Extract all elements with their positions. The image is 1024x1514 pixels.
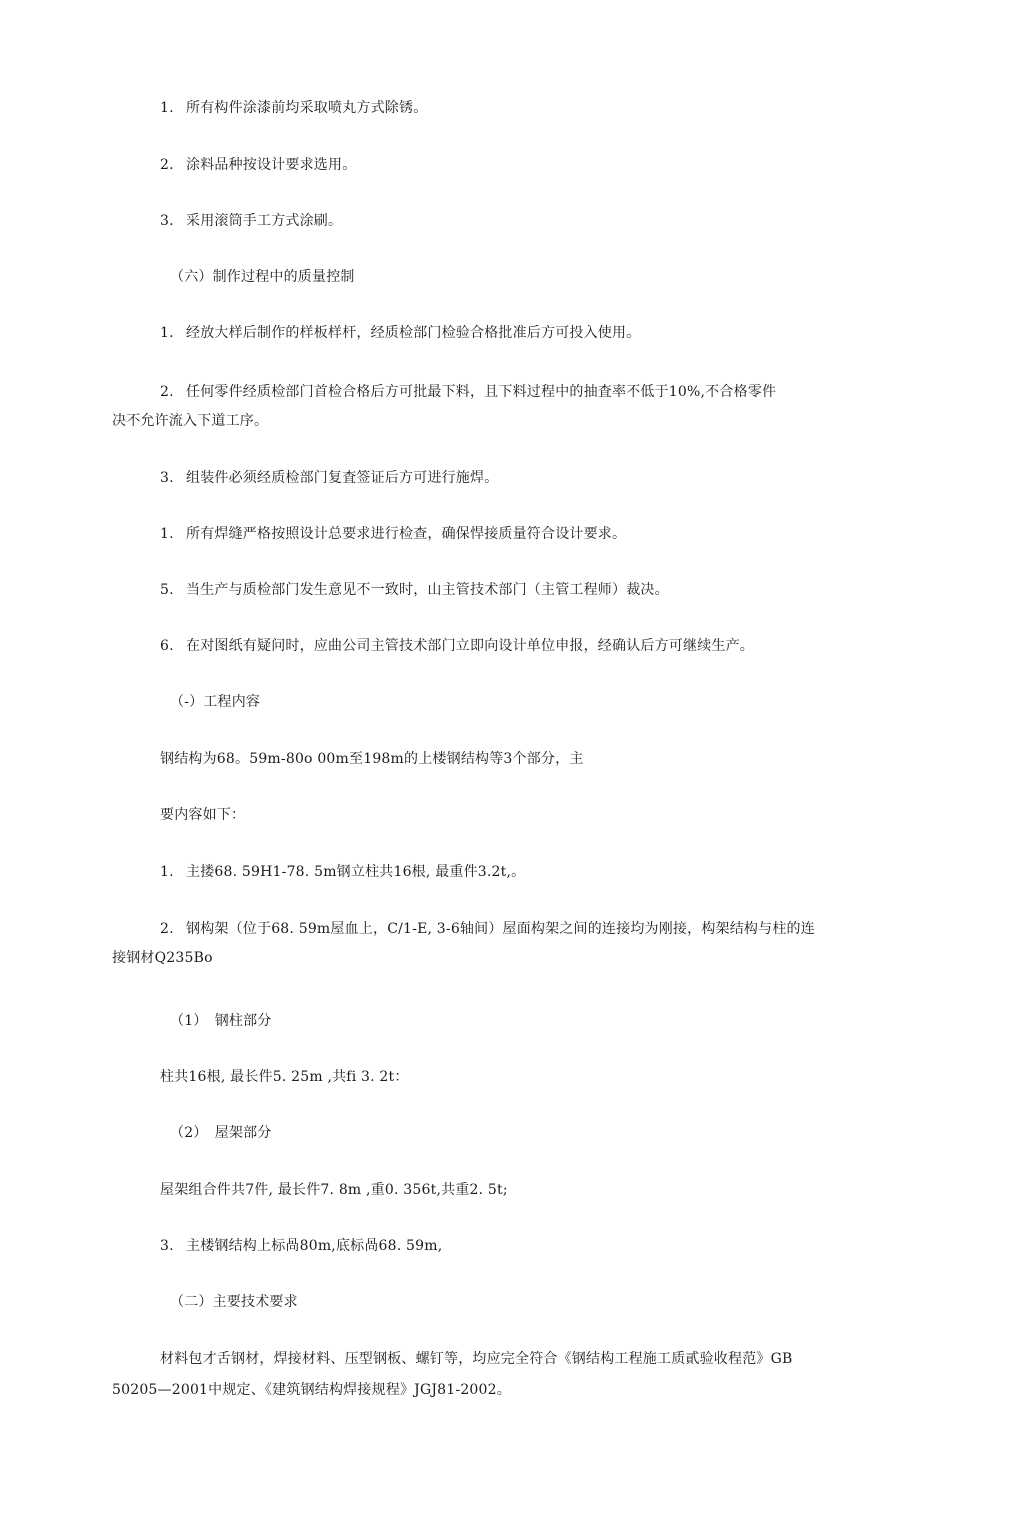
- section-heading: （六）制作过程中的质量控制: [170, 269, 355, 285]
- section-heading: （-）工程内容: [170, 694, 261, 710]
- paragraph-line: 接钢材Q235Bo: [112, 950, 213, 966]
- list-item: 1. 所有构件涂漆前均采取喷丸方式除锈。: [160, 100, 428, 116]
- paragraph-line: 柱共16根, 最长件5. 25m ,共fi 3. 2t：: [160, 1069, 409, 1085]
- list-item: 2. 任何零件经质检部门首检合格后方可批最下料，且下料过程中的抽査率不低于10%,不合格零件: [160, 384, 777, 400]
- paragraph-line: 钢结构为68。59m-80o 00m至198m的上楼钢结构等3个部分，主: [160, 751, 584, 767]
- list-item: 3. 主楼钢结构上标咼80m,底标咼68. 59m,: [160, 1238, 443, 1254]
- list-item: 1. 所有焊缝严格按照设计总要求进行检查，确保悍接质量符合设计要求。: [160, 526, 627, 542]
- list-item: 3. 采用滚筒手工方式涂刷。: [160, 213, 343, 229]
- list-item: 2. 涂料品种按设计要求选用。: [160, 157, 357, 173]
- section-heading: （二）主要技术要求: [170, 1294, 298, 1310]
- paragraph-line: 材料包才舌钢材，焊接材料、压型钢板、螺钉等，均应完全符合《钢结构工程施工质貳验收程范》GB: [160, 1351, 793, 1367]
- list-item: 6. 在对图纸有疑问时，应曲公司主管技术部门立即向设计单位申报，经确认后方可继续生产。: [160, 638, 754, 654]
- sub-heading: （2） 屋架部分: [170, 1125, 272, 1141]
- paragraph-line: 50205—2001中规定、《建筑钢结构焊接规程》JGJ81-2002。: [112, 1382, 511, 1398]
- sub-heading: （1） 钢柱部分: [170, 1013, 272, 1029]
- list-item: 2. 钢构架（位于68. 59m屋血上，C/1-E, 3-6轴间）屋面构架之间的连接均为刚接，构架结构与柱的连: [160, 921, 815, 937]
- list-item: 3. 组装件必须经质检部门复査签证后方可进行施焊。: [160, 470, 499, 486]
- paragraph-line: 屋架组合件共7件, 最长件7. 8m ,重0. 356t,共重2. 5t;: [160, 1182, 508, 1198]
- list-item: 5. 当生产与质检部门发生意见不一致时，山主管技术部门（主管工程师）裁决。: [160, 582, 669, 598]
- paragraph-line: 要内容如下：: [160, 807, 246, 823]
- list-item: 1. 主搂68. 59H1-78. 5m钢立柱共16根, 最重件3.2t,。: [160, 864, 526, 880]
- list-item: 1. 经放大样后制作的样板样杆，经质检部门检验合格批准后方可投入使用。: [160, 325, 641, 341]
- paragraph-line: 决不允许流入下道工序。: [112, 413, 269, 429]
